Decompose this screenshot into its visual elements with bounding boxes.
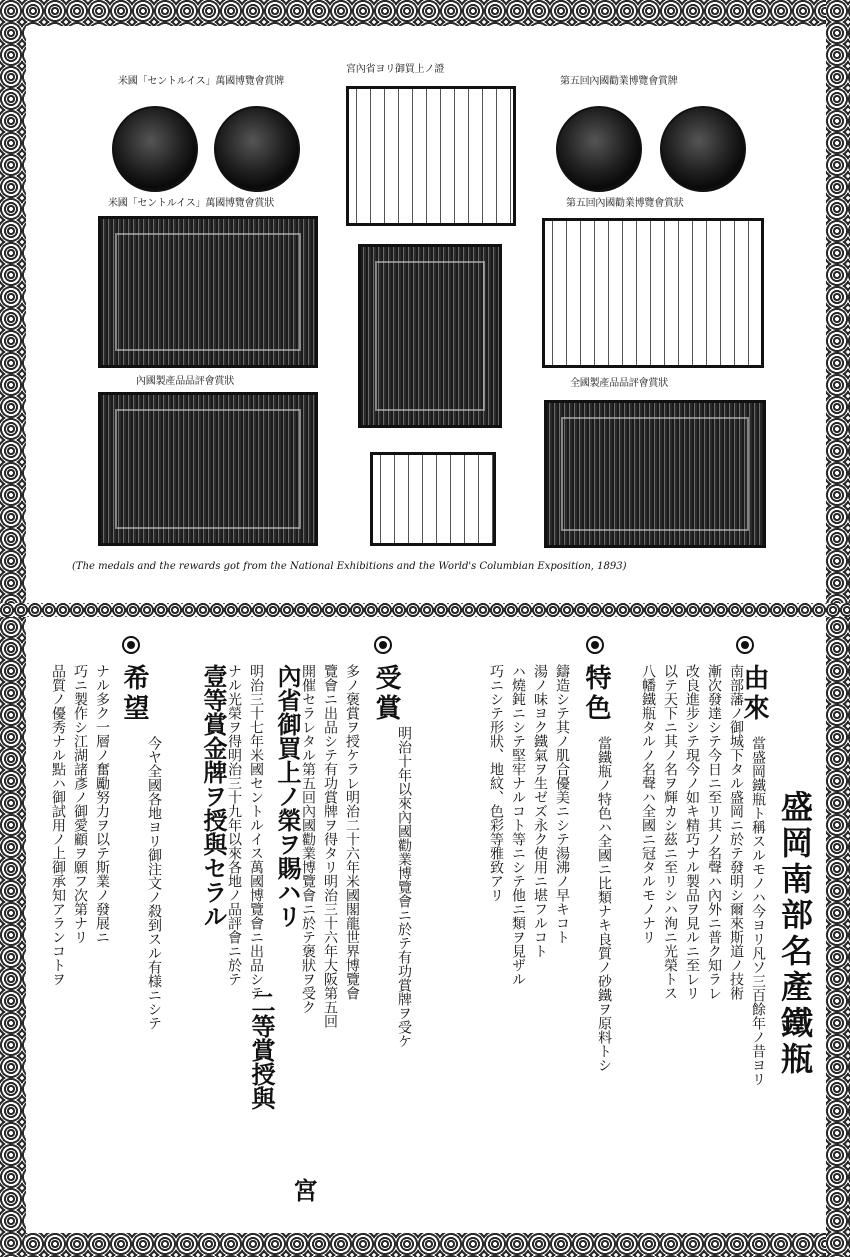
section-heading-awards: 受賞 (371, 664, 401, 724)
caption-cert-left: 米國「セントルイス」萬國博覽會賞狀 (108, 198, 274, 209)
border-right (826, 0, 850, 1257)
caption-medal-right: 第五回內國勸業博覽會賞牌 (560, 76, 678, 87)
text-column: 明治三十七年米國セントルイス萬國博覽會ニ出品シテ (248, 664, 264, 1000)
certificate-image (358, 244, 502, 428)
caption-cert-left-bottom: 內國製產品品評會賞狀 (136, 376, 234, 387)
section-heading-hope: 希望 (119, 664, 149, 724)
bullet-icon (736, 636, 754, 654)
text-column: 品質ノ優秀ナル點ハ御試用ノ上御承知アランコトヲ (50, 664, 66, 986)
medal-image (556, 106, 642, 192)
medal-image (660, 106, 746, 192)
caption-medal-left: 米國「セントルイス」萬國博覽會賞牌 (118, 76, 284, 87)
text-column: 巧ニシテ形狀、地紋、色彩等雅致アリ (488, 664, 504, 902)
caption-cert-right: 第五回內國勸業博覽會賞狀 (566, 198, 684, 209)
text-column: 南部藩ノ御城下タル盛岡ニ於テ發明シ爾來斯道ノ技術 (728, 664, 744, 1000)
text-column: 多ノ褒賞ヲ授ケラレ明治二十六年米國閣龍世界博覽會 (344, 664, 360, 1000)
medal-image (112, 106, 198, 192)
text-column: 巧ニ製作シ江湖諸彥ノ御愛顧ヲ願フ次第ナリ (72, 664, 88, 944)
highlight-line: 二等賞授與 (247, 990, 276, 1110)
certificate-image (346, 86, 516, 226)
text-column: 覽會ニ出品シテ有功賞牌ヲ得タリ明治三十六年大阪第五回 (322, 664, 338, 1028)
text-column: ハ燒鈍ニシテ堅牢ナルコト等ニシテ他ニ類ヲ見ザル (510, 664, 526, 986)
certificate-image (542, 218, 764, 368)
english-caption: (The medals and the rewards got from the National Exhibitions and the World's Columbian Exposition, 1893) (72, 561, 627, 572)
text-column: 今ヤ全國各地ヨリ御注文ノ殺到スル有様ニシテ (146, 736, 162, 1030)
text-column: ナル多ク一層ノ奮勵努力ヲ以テ斯業ノ發展ニ (94, 664, 110, 944)
text-column: ナル光榮ヲ得明治三十九年以來各地ノ品評會ニ於テ (226, 664, 242, 986)
medal-image (214, 106, 300, 192)
text-column: 八幡鐵瓶タルノ名聲ハ全國ニ冠タルモノナリ (640, 664, 656, 944)
bullet-icon (122, 636, 140, 654)
text-column: 鑄造シテ其ノ肌合優美ニシテ湯沸ノ早キコト (554, 664, 570, 944)
border-bottom (0, 1233, 850, 1257)
text-column: 湯ノ味ヨク鐵氣ヲ生ゼズ永ク使用ニ堪フルコト (532, 664, 548, 958)
section-heading-features: 特色 (581, 664, 611, 724)
bullet-icon (374, 636, 392, 654)
border-top (0, 0, 850, 26)
caption-cert-right-bottom: 全國製產品品評會賞狀 (570, 378, 668, 389)
certificate-image (98, 392, 318, 546)
highlight-line: 宮 (289, 1178, 318, 1202)
section-heading-origin: 由來 (739, 664, 769, 724)
caption-center-top: 宮內省ヨリ御買上ノ證 (346, 64, 444, 75)
text-column: 當鐵瓶ノ特色ハ全國ニ比類ナキ良質ノ砂鐵ヲ原料トシ (596, 736, 612, 1072)
bullet-icon (586, 636, 604, 654)
certificate-image (544, 400, 766, 548)
text-column: 改良進步シテ現今ノ如キ精巧ナル製品ヲ見ルニ至レリ (684, 664, 700, 1000)
certificate-image (98, 216, 318, 368)
border-divider (0, 603, 850, 617)
highlight-line: 內省御買上ノ榮ヲ賜ハリ (273, 664, 302, 928)
text-column: 明治十年以來內國勸業博覽會ニ於テ有功賞牌ヲ受ケ (396, 726, 412, 1048)
border-left (0, 0, 26, 1257)
text-column: 漸次發達シテ今日ニ至リ其ノ名聲ハ內外ニ普ク知ラレ (706, 664, 722, 1000)
text-column: 以テ天下ニ其ノ名ヲ輝カシ茲ニ至リシハ洵ニ光榮トス (662, 664, 678, 1000)
text-column: 當盛岡鐵瓶ト稱スルモノハ今ヨリ凡ソ三百餘年ノ昔ヨリ (750, 736, 766, 1086)
page-title: 盛岡南部名產鐵瓶 (776, 790, 814, 1078)
certificate-image (370, 452, 496, 546)
highlight-line: 壹等賞金牌ヲ授與セラル (199, 664, 228, 928)
text-column: 開催セラレタル第五回內國勸業博覽會ニ於テ褒狀ヲ受ク (300, 664, 316, 1014)
